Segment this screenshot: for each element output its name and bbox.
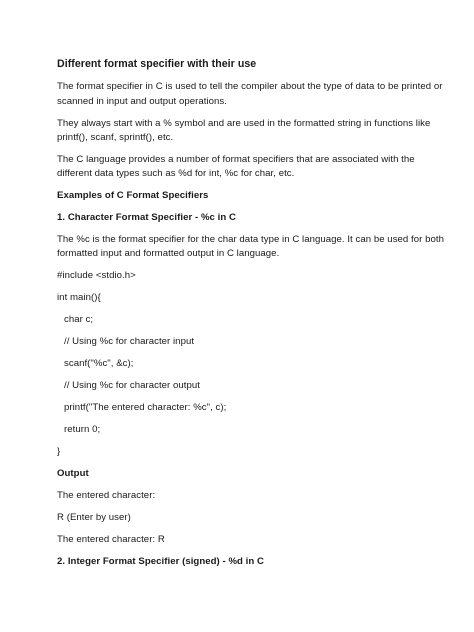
output-line-2: R (Enter by user) — [57, 512, 131, 523]
examples-heading: Examples of C Format Specifiers — [57, 190, 209, 201]
output-line-3: The entered character: R — [57, 534, 165, 545]
code-line-return: return 0; — [64, 424, 101, 435]
para2-line-2: printf(), scanf, sprintf(), etc. — [57, 132, 174, 143]
para3-line-2: different data types such as %d for int, %c for char, etc. — [57, 168, 295, 179]
output-heading: Output — [57, 468, 89, 479]
code-line-close-brace: } — [57, 446, 61, 457]
section1-heading: 1. Character Format Specifier - %c in C — [57, 212, 236, 223]
document-title: Different format specifier with their use — [57, 58, 257, 70]
section1-body-line-2: formatted input and formatted output in C language. — [57, 248, 280, 259]
intro-line-1: The format specifier in C is used to tell the compiler about the type of data to be printed or — [57, 81, 443, 92]
para3-line-1: The C language provides a number of format specifiers that are associated with the — [57, 154, 415, 165]
para2-line-1: They always start with a % symbol and are used in the formatted string in functions like — [57, 118, 431, 129]
code-line-comment-input: // Using %c for character input — [64, 336, 195, 347]
code-line-main: int main(){ — [57, 292, 101, 303]
output-line-1: The entered character: — [57, 490, 156, 501]
section1-body-line-1: The %c is the format specifier for the char data type in C language. It can be used for both — [57, 234, 444, 245]
intro-line-2: scanned in input and output operations. — [57, 96, 227, 107]
code-line-printf: printf("The entered character: %c", c); — [64, 402, 227, 413]
code-line-decl: char c; — [64, 314, 94, 325]
code-line-include: #include <stdio.h> — [57, 270, 136, 281]
code-line-comment-output: // Using %c for character output — [64, 380, 200, 391]
code-line-scanf: scanf("%c", &c); — [64, 358, 134, 369]
section2-heading: 2. Integer Format Specifier (signed) - %d in C — [57, 556, 264, 567]
